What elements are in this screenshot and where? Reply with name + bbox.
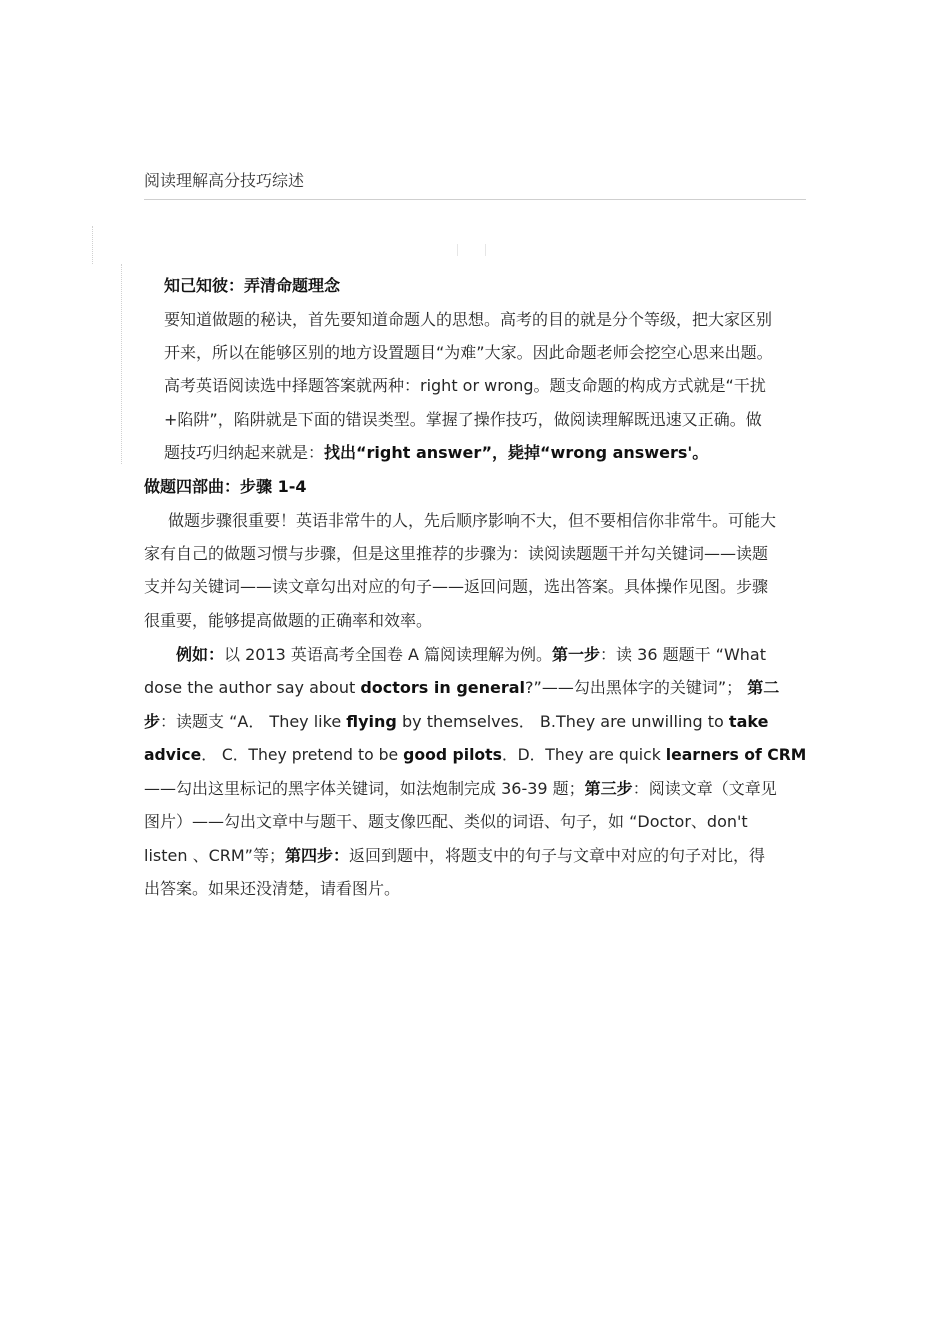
header-divider bbox=[144, 199, 806, 200]
keyword: take bbox=[728, 712, 769, 731]
step-label: 步 bbox=[144, 712, 161, 731]
faint-mark bbox=[485, 244, 486, 256]
keyword: flying bbox=[346, 712, 397, 731]
example-text: ． C．They pretend to be bbox=[201, 745, 404, 764]
example-line bbox=[144, 711, 768, 733]
step-label: 第四步： bbox=[284, 846, 349, 865]
section2-heading: 做题四部曲：步骤 1-4 bbox=[144, 477, 307, 496]
step-label: 第二 bbox=[747, 678, 780, 697]
example-text: ：阅读文章（文章见 bbox=[632, 779, 777, 798]
faint-mark bbox=[457, 244, 458, 256]
keyword: advice bbox=[144, 745, 202, 764]
section2-line: 做题步骤很重要！英语非常牛的人，先后顺序影响不大，但不要相信你非常牛。可能大 bbox=[168, 511, 777, 530]
example-line bbox=[144, 845, 765, 867]
example-line bbox=[144, 778, 777, 800]
section2-line: 支并勾关键词——读文章勾出对应的句子——返回问题，选出答案。具体操作见图。步骤 bbox=[144, 577, 769, 596]
example-text: 以 2013 英语高考全国卷 A 篇阅读理解为例。 bbox=[224, 645, 553, 664]
section1-line: 要知道做题的秘诀，首先要知道命题人的思想。高考的目的就是分个等级，把大家区别 bbox=[164, 310, 773, 329]
section1-text: 题技巧归纳起来就是： bbox=[164, 443, 325, 462]
example-text: by themselves． B.They are unwilling to bbox=[396, 712, 729, 731]
example-text: ．D．They are quick bbox=[501, 745, 666, 764]
example-text: dose the author say about bbox=[144, 678, 361, 697]
example-text: ：读 36 题题干 “What bbox=[600, 645, 766, 664]
section2-line: 很重要，能够提高做题的正确率和效率。 bbox=[144, 611, 433, 630]
section1-bold: 找出“right answer”，毙掉“wrong answers'。 bbox=[324, 443, 709, 462]
example-line bbox=[144, 677, 779, 699]
keyword: good pilots bbox=[403, 745, 502, 764]
example-text: ——勾出这里标记的黑字体关键词，如法炮制完成 36-39 题； bbox=[144, 779, 585, 798]
section1-line: +陷阱”，陷阱就是下面的错误类型。掌握了操作技巧，做阅读理解既迅速又正确。做 bbox=[164, 410, 762, 429]
example-text: ：读题支 “A． They like bbox=[160, 712, 347, 731]
section1-line: 开来，所以在能够区别的地方设置题目“为难”大家。因此命题老师会挖空心思来出题。 bbox=[164, 343, 773, 362]
margin-dotted-line bbox=[121, 264, 122, 464]
step-label: 第三步 bbox=[584, 779, 633, 798]
example-line: 图片）——勾出文章中与题干、题支像匹配、类似的词语、句子，如 “Doctor、don't bbox=[144, 812, 748, 831]
example-text: 返回到题中，将题支中的句子与文章中对应的句子对比，得 bbox=[348, 846, 765, 865]
example-text: ?”——勾出黑体字的关键词”； bbox=[525, 678, 743, 697]
example-line: 出答案。如果还没清楚，请看图片。 bbox=[144, 879, 401, 898]
example-line bbox=[144, 744, 806, 766]
example-text: listen 、CRM”等； bbox=[144, 846, 285, 865]
example-line bbox=[176, 644, 766, 666]
step-label: 第一步 bbox=[552, 645, 601, 664]
section1-line: 高考英语阅读选中择题答案就两种：right or wrong。题支命题的构成方式就是“干扰 bbox=[164, 376, 766, 395]
margin-dotted-line bbox=[92, 226, 93, 264]
section1-line bbox=[164, 442, 708, 464]
keyword: doctors in general bbox=[360, 678, 526, 697]
example-label: 例如： bbox=[176, 645, 225, 664]
section2-line: 家有自己的做题习惯与步骤，但是这里推荐的步骤为：读阅读题题干并勾关键词——读题 bbox=[144, 544, 769, 563]
section1-heading: 知己知彼：弄清命题理念 bbox=[164, 276, 341, 295]
keyword: learners of CRM bbox=[665, 745, 807, 764]
page-header-title: 阅读理解高分技巧综述 bbox=[144, 171, 305, 190]
